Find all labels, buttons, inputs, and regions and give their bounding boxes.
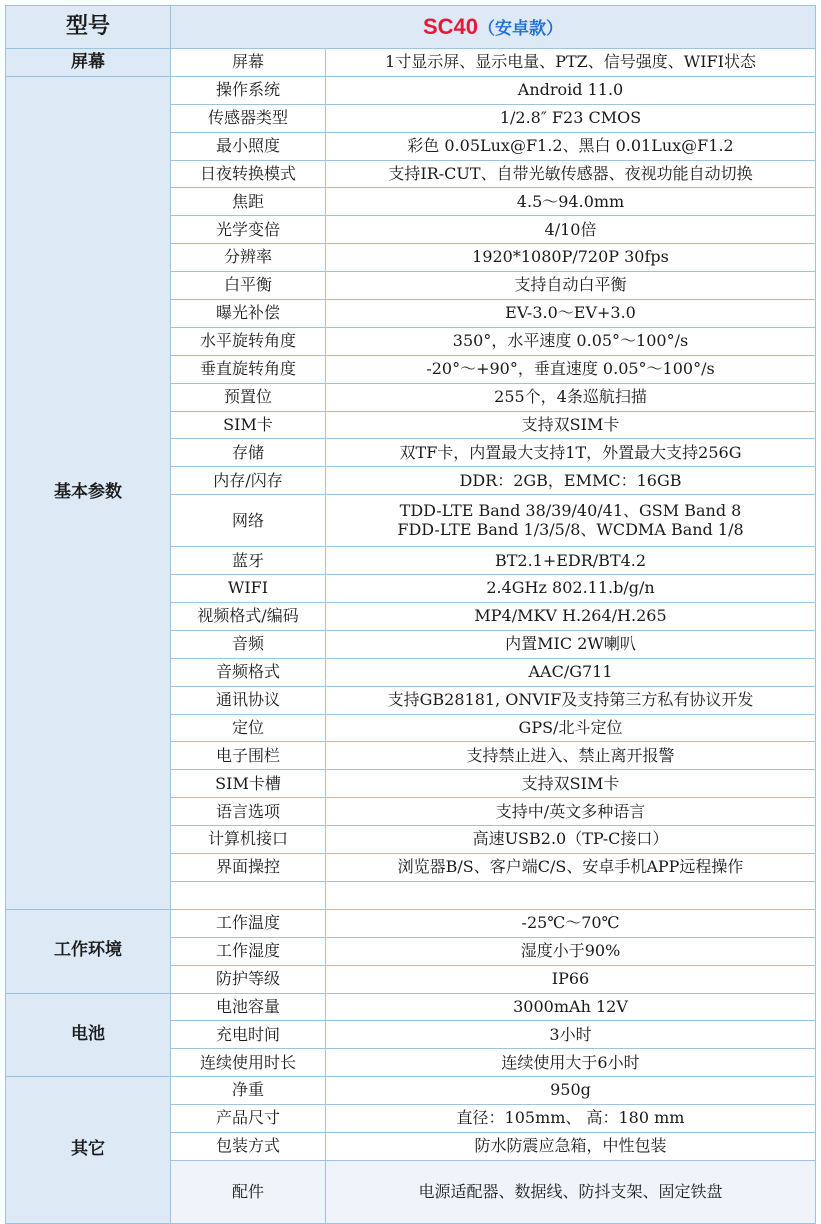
param-label: 产品尺寸	[171, 1105, 326, 1133]
param-value: MP4/MKV H.264/H.265	[326, 603, 816, 631]
param-value: EV-3.0～EV+3.0	[326, 300, 816, 328]
param-value: 1/2.8″ F23 CMOS	[326, 104, 816, 132]
param-label: 光学变倍	[171, 216, 326, 244]
param-value	[326, 881, 816, 909]
param-value: 电源适配器、数据线、防抖支架、固定铁盘	[326, 1160, 816, 1223]
param-value: 直径：105mm、 高：180 mm	[326, 1105, 816, 1133]
param-label: 视频格式/编码	[171, 603, 326, 631]
param-label: 网络	[171, 495, 326, 547]
param-label: 音频	[171, 630, 326, 658]
param-label: 传感器类型	[171, 104, 326, 132]
param-value: GPS/北斗定位	[326, 714, 816, 742]
param-value: 3小时	[326, 1021, 816, 1049]
param-label: 电池容量	[171, 993, 326, 1021]
table-row	[6, 1077, 816, 1105]
param-label: 存储	[171, 439, 326, 467]
param-label: 电子围栏	[171, 742, 326, 770]
param-label: 工作湿度	[171, 937, 326, 965]
param-value: Android 11.0	[326, 76, 816, 104]
param-value: 湿度小于90%	[326, 937, 816, 965]
param-label: 预置位	[171, 383, 326, 411]
param-value: 防水防震应急箱，中性包装	[326, 1132, 816, 1160]
table-row	[6, 993, 816, 1021]
param-label: 屏幕	[171, 49, 326, 77]
header-label: 型号	[6, 6, 171, 49]
param-label: 日夜转换模式	[171, 160, 326, 188]
param-value	[326, 495, 816, 547]
param-value: AAC/G711	[326, 658, 816, 686]
param-label: 配件	[171, 1160, 326, 1223]
param-value: 支持双SIM卡	[326, 411, 816, 439]
param-value: 支持双SIM卡	[326, 770, 816, 798]
param-value: 255个，4条巡航扫描	[326, 383, 816, 411]
header-row	[6, 6, 816, 49]
param-value: 支持中/英文多种语言	[326, 798, 816, 826]
param-value: 支持禁止进入、禁止离开报警	[326, 742, 816, 770]
section-screen: 屏幕	[6, 49, 171, 77]
param-value: 彩色 0.05Lux@F1.2、黑白 0.01Lux@F1.2	[326, 132, 816, 160]
param-label: 蓝牙	[171, 547, 326, 575]
section-basic-params: 基本参数	[6, 76, 171, 909]
param-value: 高速USB2.0（TP-C接口）	[326, 826, 816, 854]
param-value: 3000mAh 12V	[326, 993, 816, 1021]
param-label: SIM卡槽	[171, 770, 326, 798]
param-value: BT2.1+EDR/BT4.2	[326, 547, 816, 575]
param-label: 包装方式	[171, 1132, 326, 1160]
param-label: 通讯协议	[171, 686, 326, 714]
param-value: 4/10倍	[326, 216, 816, 244]
param-value: 支持自动白平衡	[326, 272, 816, 300]
param-value: IP66	[326, 965, 816, 993]
param-label: SIM卡	[171, 411, 326, 439]
param-label: 工作温度	[171, 909, 326, 937]
model-name: SC40	[422, 14, 479, 40]
table-row	[6, 76, 816, 104]
param-value: -20°～+90°，垂直速度 0.05°～100°/s	[326, 355, 816, 383]
param-label: 充电时间	[171, 1021, 326, 1049]
section-battery: 电池	[6, 993, 171, 1077]
param-label: 分辨率	[171, 244, 326, 272]
param-value: DDR：2GB，EMMC：16GB	[326, 467, 816, 495]
param-label: 白平衡	[171, 272, 326, 300]
param-value: 浏览器B/S、客户端C/S、安卓手机APP远程操作	[326, 854, 816, 882]
param-label: 内存/闪存	[171, 467, 326, 495]
param-label: 界面操控	[171, 854, 326, 882]
param-value: 1寸显示屏、显示电量、PTZ、信号强度、WIFI状态	[326, 49, 816, 77]
param-value: 连续使用大于6小时	[326, 1049, 816, 1077]
param-value: 1920*1080P/720P 30fps	[326, 244, 816, 272]
param-value: 双TF卡，内置最大支持1T，外置最大支持256G	[326, 439, 816, 467]
param-value: 支持IR-CUT、自带光敏传感器、夜视功能自动切换	[326, 160, 816, 188]
param-label: 操作系统	[171, 76, 326, 104]
param-label: 垂直旋转角度	[171, 355, 326, 383]
param-label: 焦距	[171, 188, 326, 216]
param-value: 内置MIC 2W喇叭	[326, 630, 816, 658]
param-label: 水平旋转角度	[171, 327, 326, 355]
param-value: 350°，水平速度 0.05°～100°/s	[326, 327, 816, 355]
param-label	[171, 881, 326, 909]
param-value: 2.4GHz 802.11.b/g/n	[326, 575, 816, 603]
section-other: 其它	[6, 1077, 171, 1224]
param-label: 曝光补偿	[171, 300, 326, 328]
table-row	[6, 49, 816, 77]
param-label: 防护等级	[171, 965, 326, 993]
param-label: 连续使用时长	[171, 1049, 326, 1077]
table-row	[6, 909, 816, 937]
param-label: 净重	[171, 1077, 326, 1105]
header-model-cell	[171, 6, 816, 49]
model-variant: （安卓款）	[478, 19, 564, 40]
section-environment: 工作环境	[6, 909, 171, 993]
param-value: 支持GB28181, ONVIF及支持第三方私有协议开发	[326, 686, 816, 714]
param-value: 950g	[326, 1077, 816, 1105]
param-value: -25℃～70℃	[326, 909, 816, 937]
param-label: 定位	[171, 714, 326, 742]
spec-table	[5, 5, 816, 1224]
param-value-line: FDD-LTE Band 1/3/5/8、WCDMA Band 1/8	[397, 519, 744, 539]
param-label: WIFI	[171, 575, 326, 603]
param-label: 最小照度	[171, 132, 326, 160]
param-label: 计算机接口	[171, 826, 326, 854]
param-value-line: TDD-LTE Band 38/39/40/41、GSM Band 8	[399, 501, 742, 521]
param-value: 4.5～94.0mm	[326, 188, 816, 216]
param-label: 音频格式	[171, 658, 326, 686]
param-label: 语言选项	[171, 798, 326, 826]
